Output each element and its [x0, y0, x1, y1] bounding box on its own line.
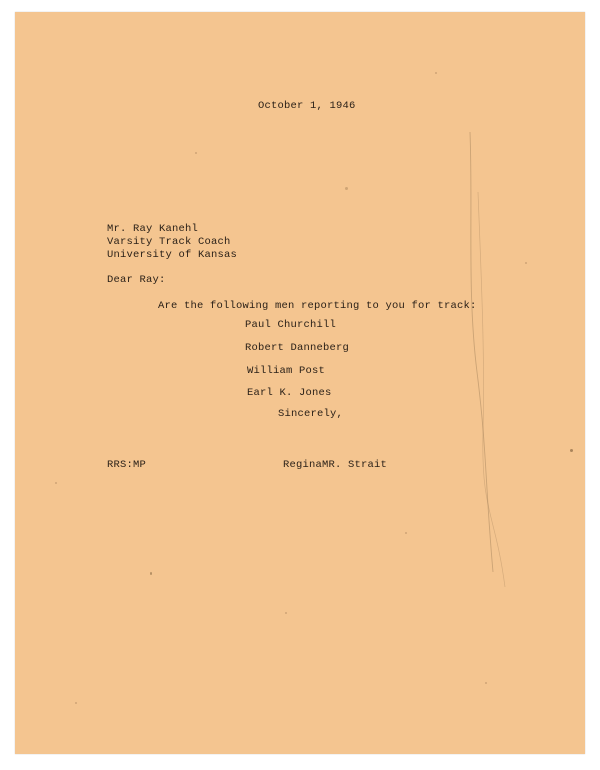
- addressee-line-title: Varsity Track Coach: [107, 236, 231, 248]
- letter-date: October 1, 1946: [258, 100, 356, 112]
- addressee-line-name: Mr. Ray Kanehl: [107, 223, 199, 235]
- name-list-item: Paul Churchill: [245, 319, 337, 331]
- paper-speck: [570, 449, 573, 452]
- closing: Sincerely,: [278, 408, 344, 420]
- paper-speck: [75, 702, 77, 704]
- name-list-item: Robert Danneberg: [245, 342, 350, 354]
- name-list-item: William Post: [247, 365, 326, 377]
- reference-initials: RRS:MP: [107, 459, 147, 471]
- name-list-item: Earl K. Jones: [247, 387, 332, 399]
- paper-speck: [435, 72, 437, 74]
- paper-speck: [485, 682, 487, 684]
- paper-speck: [195, 152, 197, 154]
- letter-page: [15, 12, 585, 754]
- paper-speck: [345, 187, 348, 190]
- signature-typed: ReginaMR. Strait: [283, 459, 388, 471]
- paper-speck: [525, 262, 527, 264]
- addressee-line-institution: University of Kansas: [107, 249, 238, 261]
- paper-crease: [15, 12, 585, 754]
- paper-speck: [150, 572, 152, 575]
- paper-speck: [405, 532, 407, 534]
- paper-speck: [285, 612, 287, 614]
- letter-body: Are the following men reporting to you for track:: [158, 300, 477, 312]
- salutation: Dear Ray:: [107, 274, 166, 286]
- paper-speck: [55, 482, 57, 484]
